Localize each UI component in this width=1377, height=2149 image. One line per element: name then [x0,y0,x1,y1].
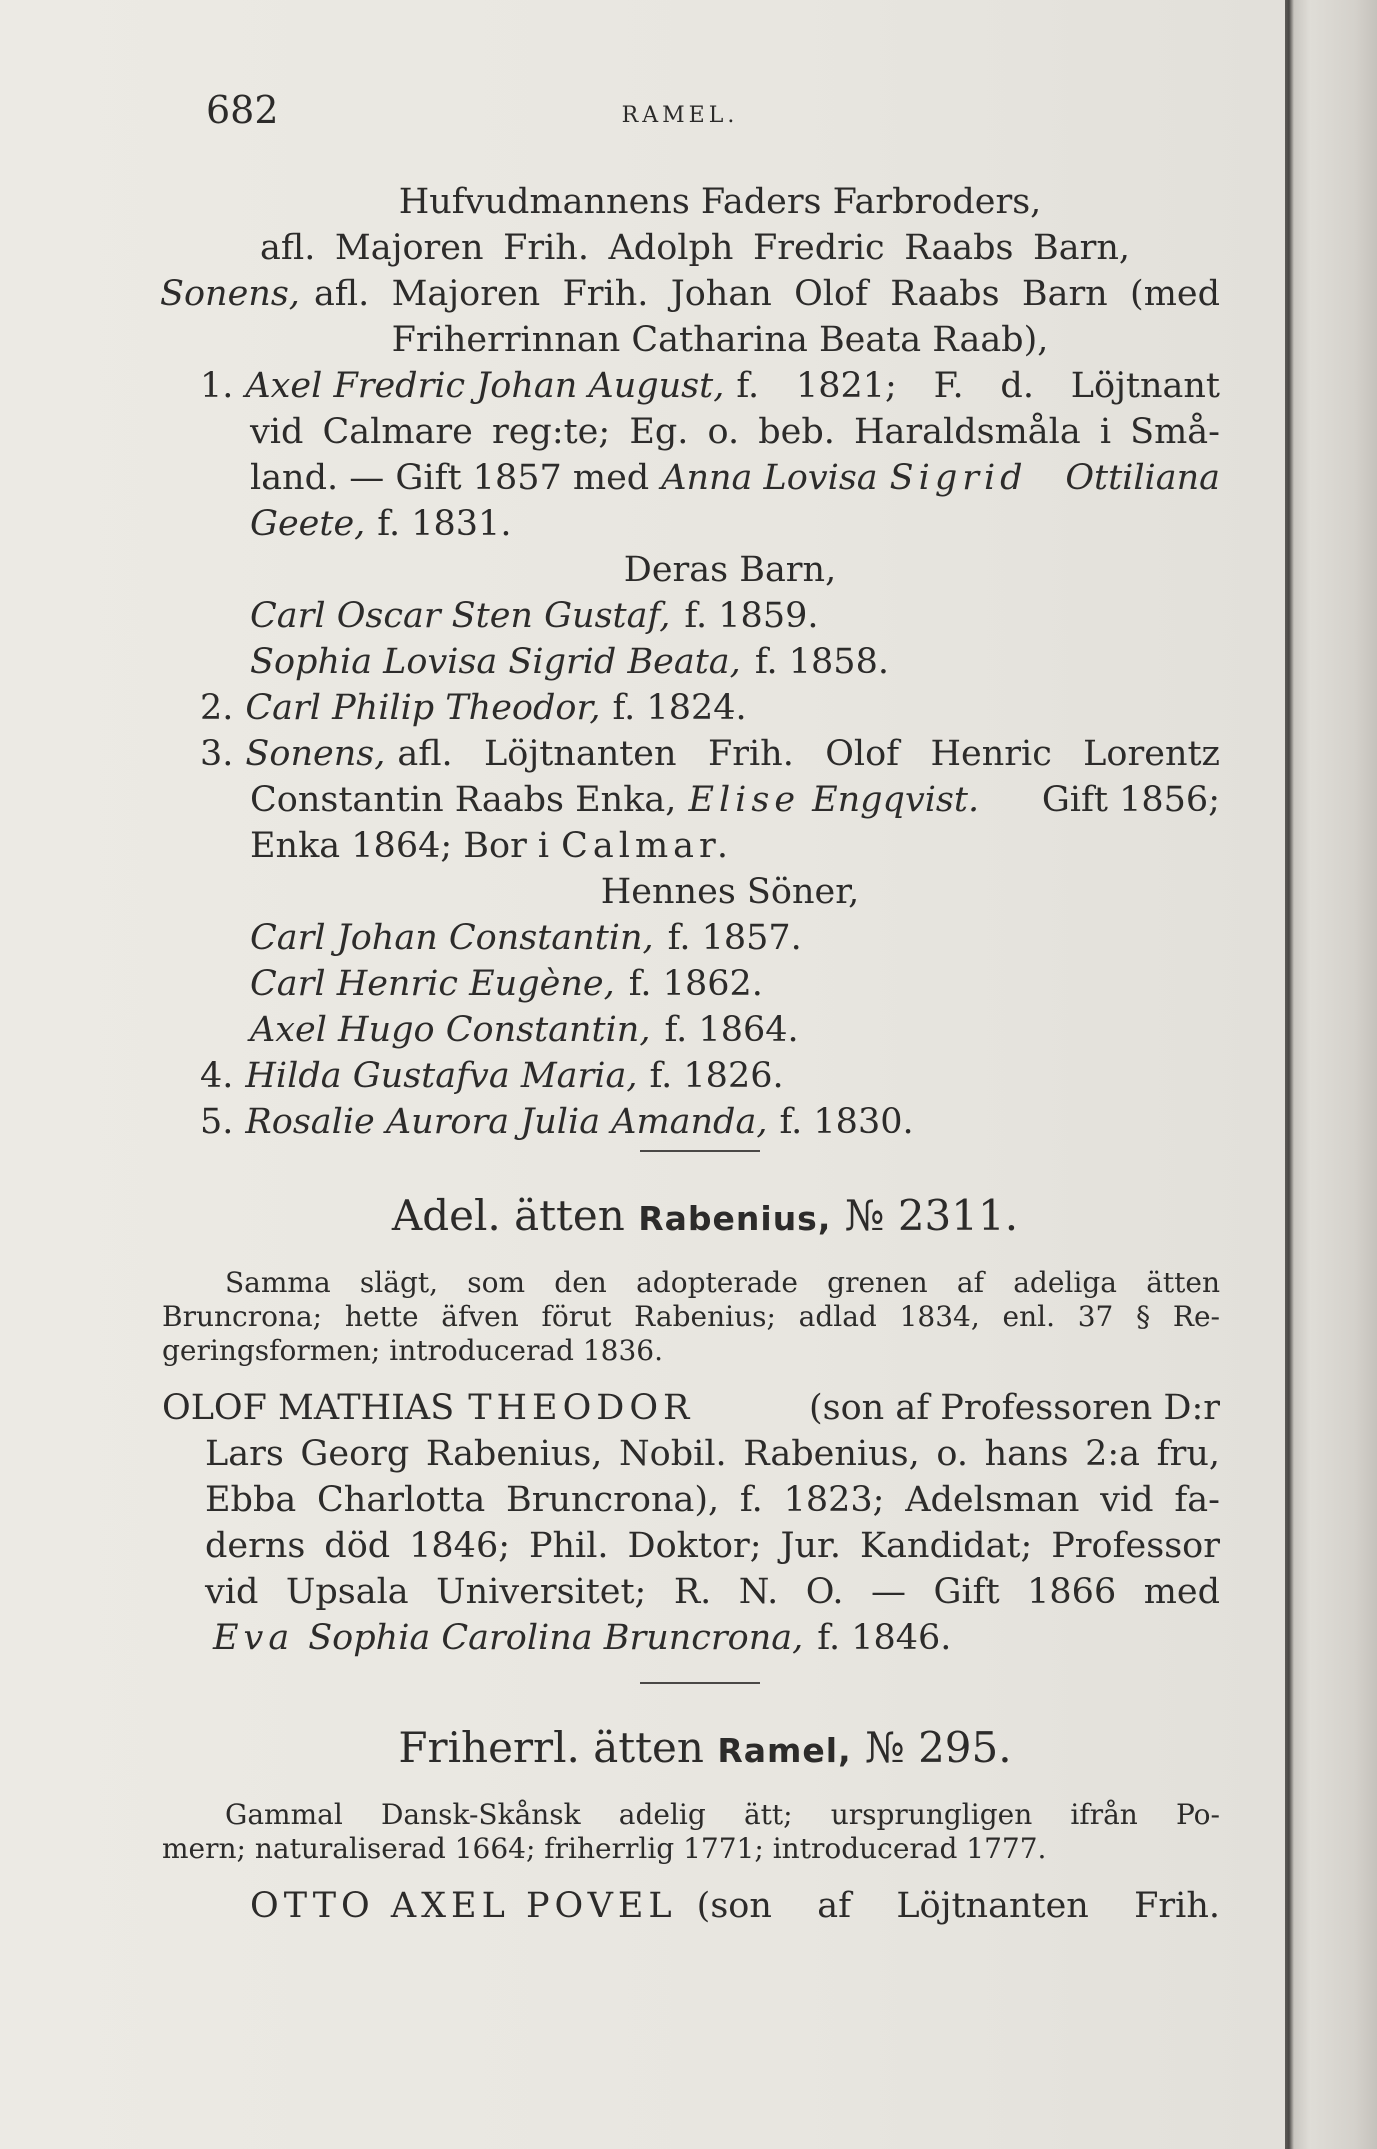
widow-info: Enka 1864; Bor i [250,826,550,866]
spouse-surname: Geete, [250,504,366,544]
ramel-title-name: Ramel, [717,1731,852,1770]
child-1-line-4 [250,502,511,546]
rabenius-entry-line-1 [162,1386,1220,1430]
child-4-year: f. 1826. [649,1056,784,1096]
son-1-year: f. 1857. [667,918,802,958]
rabenius-entry-line-3: Ebba Charlotta Bruncrona), f. 1823; Adelsman vid fa- [205,1480,1220,1520]
deras-barn-heading: Deras Barn, [623,550,837,590]
son-1-name: Carl Johan Constantin, [250,918,654,958]
widow-of: Constantin Raabs Enka, [250,780,677,820]
ramel-entry-parentage: (son af Löjtnanten Frih. [696,1886,1220,1926]
child-1-line-2: vid Calmare reg:te; Eg. o. beb. Haraldsmåla i Små- [250,412,1220,452]
child-1-line-3 [250,456,1220,500]
rabenius-entry-line-2: Lars Georg Rabenius, Nobil. Rabenius, o. hans 2:a fru, [205,1434,1220,1474]
grandchild-2-name: Sophia Lovisa Sigrid Beata, [250,642,741,682]
child-3-line-3 [250,824,733,868]
heading-line-2: afl. Majoren Frih. Adolph Fredric Raabs Barn, [260,228,1130,268]
rabenius-entry-line-6 [213,1616,951,1660]
child-3-info: afl. Löjtnanten Frih. Olof Henric Lorentz [397,734,1220,774]
grandchild-1-year: f. 1859. [684,596,819,636]
rabenius-given-names: OLOF MATHIAS [162,1388,455,1428]
grandchild-1-name: Carl Oscar Sten Gustaf, [250,596,671,636]
ramel-title-pre: Friherrl. ätten [398,1723,704,1772]
ramel-desc-1: Gammal Dansk-Skånsk adelig ätt; ursprungligen ifrån Po- [225,1798,1220,1831]
rabenius-title-number: № 2311. [844,1191,1019,1240]
spouse-first-names: Anna Lovisa [661,458,878,498]
rabenius-entry-line-5: vid Upsala Universitet; R. N. O. — Gift 1866 med [205,1572,1220,1612]
child-1-number: 1. [200,366,234,406]
child-3-number: 3. [200,734,234,774]
rabenius-title [190,1190,1220,1245]
page-number: 682 [206,88,279,132]
child-5 [200,1100,914,1144]
rabenius-spouse-name: Sophia Carolina Bruncrona, [308,1618,804,1658]
spouse-birth: f. 1831. [377,504,512,544]
rabenius-title-name: Rabenius, [638,1199,832,1238]
child-2-number: 2. [200,688,234,728]
son-3 [250,1008,799,1052]
rabenius-spouse-birth: f. 1846. [817,1618,952,1658]
son-2-name: Carl Henric Eugène, [250,964,615,1004]
child-2 [200,686,747,730]
ramel-entry-line-1 [250,1884,1220,1928]
grandchild-2 [250,640,889,684]
son-2-year: f. 1862. [628,964,763,1004]
ramel-desc-2: mern; naturaliserad 1664; friherrlig 1771; introducerad 1777. [162,1832,1047,1865]
rabenius-desc-2: Bruncrona; hette äfven förut Rabenius; adlad 1834, enl. 37 § Re- [162,1300,1220,1333]
child-3-line-1 [200,732,1220,776]
son-2 [250,962,763,1006]
grandchild-1 [250,594,818,638]
rabenius-entry-line-4: derns död 1846; Phil. Doktor; Jur. Kandidat; Professor [205,1526,1220,1566]
child-3-name: Sonens, [245,734,386,774]
child-2-year: f. 1824. [612,688,747,728]
book-gutter [1285,0,1377,2149]
child-4-number: 4. [200,1056,234,1096]
child-5-year: f. 1830. [779,1102,914,1142]
child-4-name: Hilda Gustafva Maria, [245,1056,638,1096]
rabenius-parentage: (son af Professoren D:r [808,1388,1220,1428]
son-3-year: f. 1864. [664,1010,799,1050]
child-3-line-2 [250,778,1220,822]
child-1-marriage: land. — Gift 1857 med [250,458,650,498]
son-3-name: Axel Hugo Constantin, [250,1010,651,1050]
rabenius-desc-3: geringsformen; introducerad 1836. [162,1334,664,1367]
ramel-entry-names: OTTO AXEL POVEL [250,1886,677,1926]
heading-line-4: Friherrinnan Catharina Beata Raab), [391,320,1049,360]
heading-line-3 [160,272,1220,316]
widow-married: Gift 1856; [1041,780,1220,820]
hennes-soner-heading: Hennes Söner, [600,872,860,912]
rabenius-desc-1: Samma slägt, som den adopterade grenen af adeliga ätten [225,1266,1220,1299]
child-1-name: Axel Fredric Johan August, [245,366,725,406]
widow-surname: Engqvist. [812,780,980,820]
rabenius-spouse-first: Eva [213,1618,295,1658]
heading-line-1: Hufvudmannens Faders Farbroders, [398,182,1042,222]
ramel-title-number: № 295. [864,1723,1012,1772]
widow-residence: Calmar. [561,826,734,866]
child-1-info: f. 1821; F. d. Löjtnant [736,366,1220,406]
rabenius-given-name-spaced: THEODOR [468,1388,695,1428]
child-2-name: Carl Philip Theodor, [245,688,601,728]
spouse-name-spaced: Sigrid [889,458,1028,498]
section-divider [640,1150,760,1152]
ramel-title [190,1722,1220,1777]
spouse-name-end: Ottiliana [1065,458,1220,498]
son-1 [250,916,802,960]
section-divider-2 [640,1682,760,1684]
running-head: RAMEL. [621,103,739,128]
heading-line-3-text: afl. Majoren Frih. Johan Olof Raabs Barn (med [313,274,1220,314]
child-5-name: Rosalie Aurora Julia Amanda, [245,1102,768,1142]
child-1-line-1 [200,364,1220,408]
child-5-number: 5. [200,1102,234,1142]
rabenius-title-pre: Adel. ätten [391,1191,625,1240]
sonens-label: Sonens, [160,274,300,314]
widow-first-name: Elise [688,780,801,820]
grandchild-2-year: f. 1858. [754,642,889,682]
child-4 [200,1054,784,1098]
